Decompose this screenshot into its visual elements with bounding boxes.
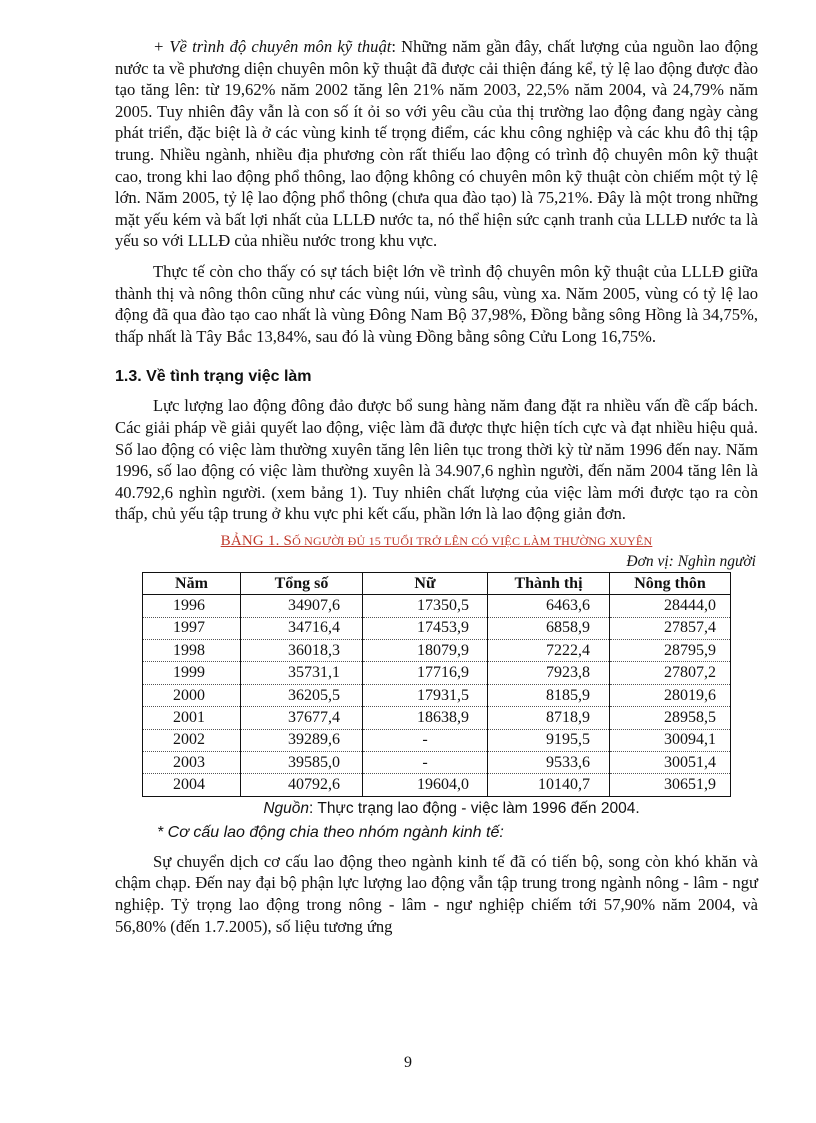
paragraph-regional-gap: Thực tế còn cho thấy có sự tách biệt lớn về trình độ chuyên môn kỹ thuật của LLLĐ giữa thành thị và nông thôn cũng như các vùng núi, vùng sâu, vùng xa. Năm 2005, vùng có tỷ lệ lao động đã qua đào tạo cao nhất là vùng Đông Nam Bộ 37,98%, Đồng bằng sông Hồng là 34,75%, thấp nhất là Tây Bắc 13,84%, sau đó là vùng Đồng bằng sông Cửu Long 16,75%. — [115, 261, 758, 346]
header-rural: Nông thôn — [610, 572, 731, 594]
paragraph-qualification — [115, 36, 758, 252]
cell-rural: 28795,9 — [610, 640, 731, 662]
cell-total: 39585,0 — [241, 752, 363, 774]
table-row — [143, 662, 731, 684]
table-caption-prefix: BẢNG 1. S — [220, 532, 293, 549]
cell-year: 2002 — [143, 729, 241, 751]
cell-rural: 28019,6 — [610, 684, 731, 706]
unit-note: Đơn vị: Nghìn người — [626, 552, 756, 570]
header-total: Tổng số — [241, 572, 363, 594]
employment-table — [142, 572, 731, 797]
header-female: Nữ — [363, 572, 488, 594]
cell-total: 36205,5 — [241, 684, 363, 706]
cell-total: 37677,4 — [241, 707, 363, 729]
table-source — [145, 800, 758, 818]
cell-total: 35731,1 — [241, 662, 363, 684]
cell-urban: 8185,9 — [488, 684, 610, 706]
table-row — [143, 595, 731, 617]
cell-year: 1997 — [143, 617, 241, 639]
cell-year: 2004 — [143, 774, 241, 796]
cell-urban: 8718,9 — [488, 707, 610, 729]
cell-total: 40792,6 — [241, 774, 363, 796]
cell-total: 36018,3 — [241, 640, 363, 662]
paragraph-employment: Lực lượng lao động đông đảo được bổ sung hàng năm đang đặt ra nhiều vấn đề cấp bách. Các giải pháp về giải quyết lao động, việc làm đã được thực hiện tích cực và đạt nhiều hiệu quả. Số lao động có việc làm thường xuyên tăng lên liên tục trong thời kỳ từ năm 1996 đến nay. Năm 1996, số lao động có việc làm thường xuyên là 34.907,6 nghìn người, đến năm 2004 tăng lên là 40.792,6 nghìn người. (xem bảng 1). Tuy nhiên chất lượng của việc làm mới được tạo ra còn thấp, chủ yếu tập trung ở khu vực phi kết cấu, phần lớn là lao động giản đơn. — [115, 396, 758, 524]
table-row — [143, 684, 731, 706]
table-row — [143, 729, 731, 751]
cell-rural: 28958,5 — [610, 707, 731, 729]
cell-rural: 30094,1 — [610, 729, 731, 751]
cell-total: 34907,6 — [241, 595, 363, 617]
header-urban: Thành thị — [488, 572, 610, 594]
section-heading: 1.3. Về tình trạng việc làm — [115, 368, 312, 386]
table-caption-rest: Ố NGƯỜI ĐỦ 15 TUỔI TRỞ LÊN CÓ VIỆC LÀM THƯỜNG XUYÊN — [292, 533, 653, 548]
cell-rural: 27807,2 — [610, 662, 731, 684]
table-header-row — [143, 572, 731, 594]
paragraph-body: : Những năm gần đây, chất lượng của nguồn lao động nước ta về phương diện chuyên môn kỹ thuật đã được cải thiện đáng kể, tỷ lệ lao động được đào tạo tăng lên: từ 19,62% năm 2002 tăng lên 21% năm 2003, 22,5% năm 2004, và 24,79% năm 2005. Tuy nhiên đây vẫn là con số ít ỏi so với yêu cầu của thị trường lao động đang ngày càng phát triển, đặc biệt là ở các vùng kinh tế trọng điểm, các khu công nghiệp và các khu đô thị tập trung. Nhiều ngành, nhiều địa phương còn rất thiếu lao động có trình độ chuyên môn kỹ thuật cao, trong khi lao động phổ thông, lao động không có chuyên môn kỹ thuật còn chiếm một tỷ lệ lớn. Năm 2005, tỷ lệ lao động phổ thông (chưa qua đào tạo) là 75,21%. Đây là một trong những mặt yếu kém và bất lợi nhất của LLLĐ nước ta, nó thể hiện sức cạnh tranh của LLLĐ nước ta là yếu so với LLLĐ của nhiều nước trong khu vực. — [115, 37, 758, 251]
source-label: Nguồn — [263, 799, 310, 817]
table-row — [143, 640, 731, 662]
table-row — [143, 617, 731, 639]
source-text: : Thực trạng lao động - việc làm 1996 đến 2004. — [309, 799, 640, 817]
cell-year: 1998 — [143, 640, 241, 662]
cell-urban: 7222,4 — [488, 640, 610, 662]
paragraph-labor-structure: Sự chuyển dịch cơ cấu lao động theo ngành kinh tế đã có tiến bộ, song còn khó khăn và chậm chạp. Đến nay đại bộ phận lực lượng lao động vẫn tập trung trong ngành nông - lâm - ngư nghiệp. Tỷ trọng lao động trong nông - lâm - ngư nghiệp chiếm tới 57,90% năm 2004, và 56,80% (đến 1.7.2005), số liệu tương ứng — [115, 851, 758, 936]
cell-female: 17453,9 — [363, 617, 488, 639]
table-row — [143, 774, 731, 796]
cell-total: 39289,6 — [241, 729, 363, 751]
header-year: Năm — [143, 572, 241, 594]
cell-urban: 6858,9 — [488, 617, 610, 639]
cell-rural: 30651,9 — [610, 774, 731, 796]
cell-female: 17931,5 — [363, 684, 488, 706]
subheading: * Cơ cấu lao động chia theo nhóm ngành kinh tế: — [157, 823, 504, 841]
cell-year: 2003 — [143, 752, 241, 774]
table-caption — [115, 533, 758, 550]
cell-female: - — [363, 752, 488, 774]
cell-rural: 27857,4 — [610, 617, 731, 639]
cell-urban: 9533,6 — [488, 752, 610, 774]
page-number: 9 — [404, 1054, 412, 1071]
cell-rural: 30051,4 — [610, 752, 731, 774]
table-row — [143, 707, 731, 729]
cell-female: 17716,9 — [363, 662, 488, 684]
cell-urban: 6463,6 — [488, 595, 610, 617]
cell-year: 2001 — [143, 707, 241, 729]
cell-year: 2000 — [143, 684, 241, 706]
cell-female: 18079,9 — [363, 640, 488, 662]
cell-urban: 7923,8 — [488, 662, 610, 684]
table-row — [143, 752, 731, 774]
cell-total: 34716,4 — [241, 617, 363, 639]
cell-female: 17350,5 — [363, 595, 488, 617]
cell-urban: 9195,5 — [488, 729, 610, 751]
cell-rural: 28444,0 — [610, 595, 731, 617]
cell-year: 1996 — [143, 595, 241, 617]
cell-female: - — [363, 729, 488, 751]
cell-year: 1999 — [143, 662, 241, 684]
cell-female: 18638,9 — [363, 707, 488, 729]
cell-female: 19604,0 — [363, 774, 488, 796]
cell-urban: 10140,7 — [488, 774, 610, 796]
document-page — [115, 36, 758, 937]
paragraph-lead: + Về trình độ chuyên môn kỹ thuật — [153, 37, 392, 56]
